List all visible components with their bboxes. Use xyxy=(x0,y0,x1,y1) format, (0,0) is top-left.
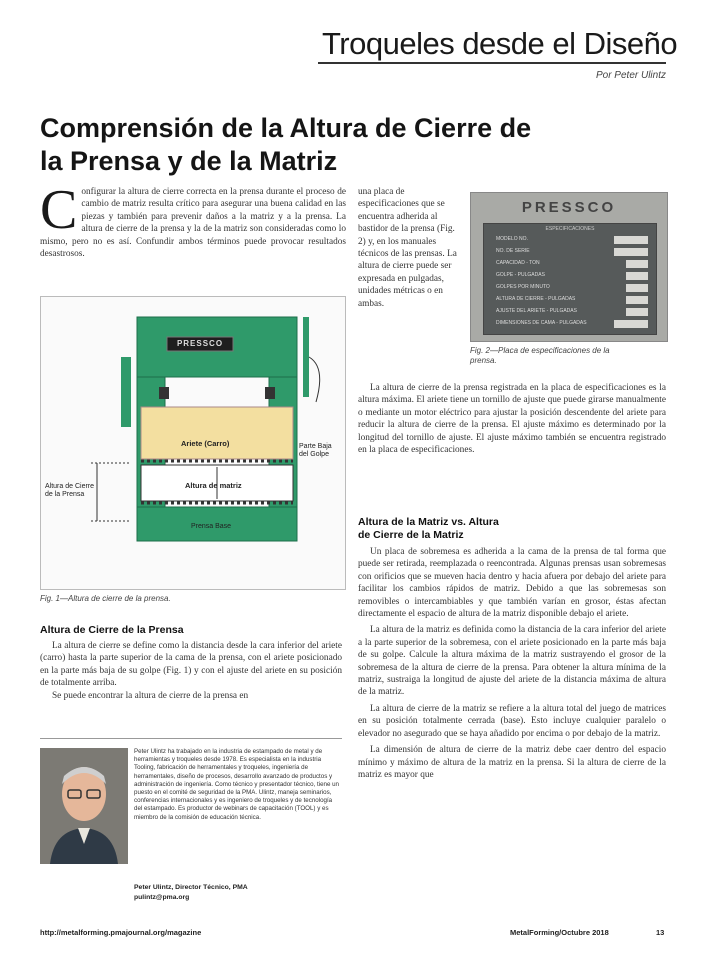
section1-heading: Altura de Cierre de la Prensa xyxy=(40,624,184,636)
ram-bottom-label xyxy=(299,443,332,459)
section2-paragraph-3: La altura de cierre de la matriz se refiere a la altura total del juego de matrices en su posición totalmente cerrada (base). Esto incluye cualquier paralelo o elevador no asegurado que se haya añadido por encima o por debajo de la matriz. xyxy=(358,703,666,739)
figure2-caption-line1: Fig. 2—Placa de especificaciones de la xyxy=(470,346,610,355)
footer-url[interactable]: http://metalforming.pmajournal.org/magazine xyxy=(40,928,202,937)
plate-row: DIMENSIONES DE CAMA - PULGADAS xyxy=(496,320,587,326)
plate-row: GOLPES POR MINUTO xyxy=(496,284,550,290)
ram-bottom-label-line1: Parte Baja xyxy=(299,443,332,450)
plate-value-box xyxy=(614,320,648,328)
author-signature: Peter Ulintz, Director Técnico, PMA xyxy=(134,884,248,891)
figure2-caption xyxy=(470,346,666,366)
plate-value-box xyxy=(614,236,648,244)
section2-heading xyxy=(358,516,499,542)
ram-label: Ariete (Carro) xyxy=(181,439,230,448)
col2-top-paragraph: una placa de especificaciones que se encuentra adherida al bastidor de la prensa (Fig. 2) y, en los manuales técnicos de las prensas. La altura de cierre puede ser expresada en pulgadas, unidades métricas o en ambas. xyxy=(358,187,457,309)
plate-value-box xyxy=(614,248,648,256)
section2-paragraph-4: La dimensión de altura de cierre de la matriz debe caer dentro del espacio mínimo y máximo de altura de la matriz en la prensa. Si la altura de cierre de la matriz es mayor que xyxy=(358,745,666,780)
section2-heading-line1: Altura de la Matriz vs. Altura xyxy=(358,516,499,528)
section1-body xyxy=(40,640,342,702)
author-divider xyxy=(40,738,342,739)
col2-body xyxy=(358,382,666,456)
plate-row: AJUSTE DEL ARIETE - PULGADAS xyxy=(496,308,577,314)
figure2-brand: PRESSCO xyxy=(521,199,617,216)
ram-bottom-label-line2: del Golpe xyxy=(299,451,329,458)
intro-paragraph: onfigurar la altura de cierre correcta en la prensa durante el proceso de cambio de matriz resulta crítico para asegurar una buena calidad en las piezas y también para prevenir daños a la matriz y a la prensa. La altura de cierre de la prensa y la de la matriz son consideradas como lo mismo, pero no es así. Confundir ambos términos puede provocar resultados desastrosos. xyxy=(40,187,346,260)
figure2-caption-line2: prensa. xyxy=(470,356,497,365)
byline: Por Peter Ulintz xyxy=(595,70,666,81)
figure1-brand: PRESSCO xyxy=(176,339,224,348)
author-email: pulintz@pma.org xyxy=(134,894,190,901)
col2-top-text xyxy=(358,186,460,310)
shut-height-label-line2: de la Prensa xyxy=(45,491,85,498)
plate-row: CAPACIDAD - TON xyxy=(496,260,540,266)
section2-heading-line2: de Cierre de la Matriz xyxy=(358,529,464,541)
section1-paragraph-2: Se puede encontrar la altura de cierre de la prensa en xyxy=(52,690,249,701)
drop-cap: C xyxy=(40,179,78,241)
figure-1 xyxy=(40,296,346,590)
plate-row: NO. DE SERIE xyxy=(496,248,530,254)
plate-heading: ESPECIFICACIONES xyxy=(545,226,595,232)
spec-plate xyxy=(483,223,657,335)
plate-row: MODELO NO. xyxy=(496,236,528,242)
author-bio: Peter Ulintz ha trabajado en la industria de estampado de metal y de herramientas y troqueles desde 1978. Es especialista en la industria Tooling, fabricación de herramentales y troqueles, ingeniería de herramentales, diseño de procesos, desarrollo avanzado de productos y administración de ingeniería. Como técnico y presentador técnico, tiene un puesto en el comité de seguridad de la PMA. Ulintz, maneja seminarios, conferencias internacionales y es ingeniero de troqueles y de tecnología del estampado. Es productor de webinars de capacitación (TOOL) y es miembro de la comisión de educación técnica. xyxy=(134,748,339,821)
shut-height-label-line1: Altura de Cierre xyxy=(45,483,95,490)
plate-value-box xyxy=(626,272,648,280)
plate-value-box xyxy=(626,284,648,292)
plate-row: ALTURA DE CIERRE - PULGADAS xyxy=(496,296,576,302)
header-rule xyxy=(318,62,666,64)
section1-paragraph-1: La altura de cierre se define como la distancia desde la cara inferior del ariete (carro) hasta la parte superior de la cama de la prensa, con el ariete posicionado en la parte más baja de su golpe (Fig. 1) y con el ajuste del ariete en su posición de totalmente arriba. xyxy=(40,641,342,689)
section2-paragraph-1: Un placa de sobremesa es adherida a la cama de la prensa de tal forma que puede ser retirada, reemplazada o reencontrada. Algunas prensas usan sobremesas con orificios que se mueven hacia dentro y hacia afuera por debajo del ariete para facilitar los cambios rápidos de matriz. Debido a que las sobremesas son removibles o intercambiables y que también varían en grosor, éstas afectan directamente el espacio de altura de la matriz disponible debajo el ariete. xyxy=(358,547,666,620)
series-title: Troqueles desde el Diseño xyxy=(322,26,678,61)
section2-paragraph-2: La altura de la matriz es definida como la distancia de la cara inferior del ariete a la parte superior de la sobremesa, con el ariete posicionado en la parte más baja de su golpe. Calcule la altura máxima de la matriz sustrayendo el grosor de la sobremesa de la altura de cierre de la prensa. Para obtener la altura mínima de la matriz, sustraiga la longitud de ajuste del ariete de la distancia máxima de altura de la matriz. xyxy=(358,625,666,698)
plate-value-box xyxy=(626,260,648,268)
plate-value-box xyxy=(626,308,648,316)
figure-2 xyxy=(470,192,668,342)
shut-height-label xyxy=(45,483,94,499)
footer-journal: MetalForming/Octubre 2018 xyxy=(510,928,609,937)
figure1-caption: Fig. 1—Altura de cierre de la prensa. xyxy=(40,594,171,603)
plate-row: GOLPE - PULGADAS xyxy=(496,272,545,278)
section2-body xyxy=(358,546,666,781)
author-photo xyxy=(40,748,128,864)
intro-block xyxy=(40,179,346,260)
die-height-label: Altura de matriz xyxy=(185,481,242,490)
plate-value-box xyxy=(626,296,648,304)
bed-label: Prensa Base xyxy=(191,523,232,530)
col2-paragraph-2: La altura de cierre de la prensa registrada en la placa de especificaciones es la altura máxima. El ariete tiene un tornillo de ajuste que puede girarse manualmente o mediante un motor eléctrico para ajustar la posición descendente del ariete para reducir la altura de cierre de la prensa. El ajuste máximo es determinado por la longitud del tornillo de ajuste. El ajuste máximo también se encuentra registrado en la placa de especificaciones. xyxy=(358,383,666,456)
article-title: Comprensión de la Altura de Cierre de la Prensa y de la Matriz xyxy=(40,113,532,176)
footer-page-number: 13 xyxy=(656,928,665,937)
